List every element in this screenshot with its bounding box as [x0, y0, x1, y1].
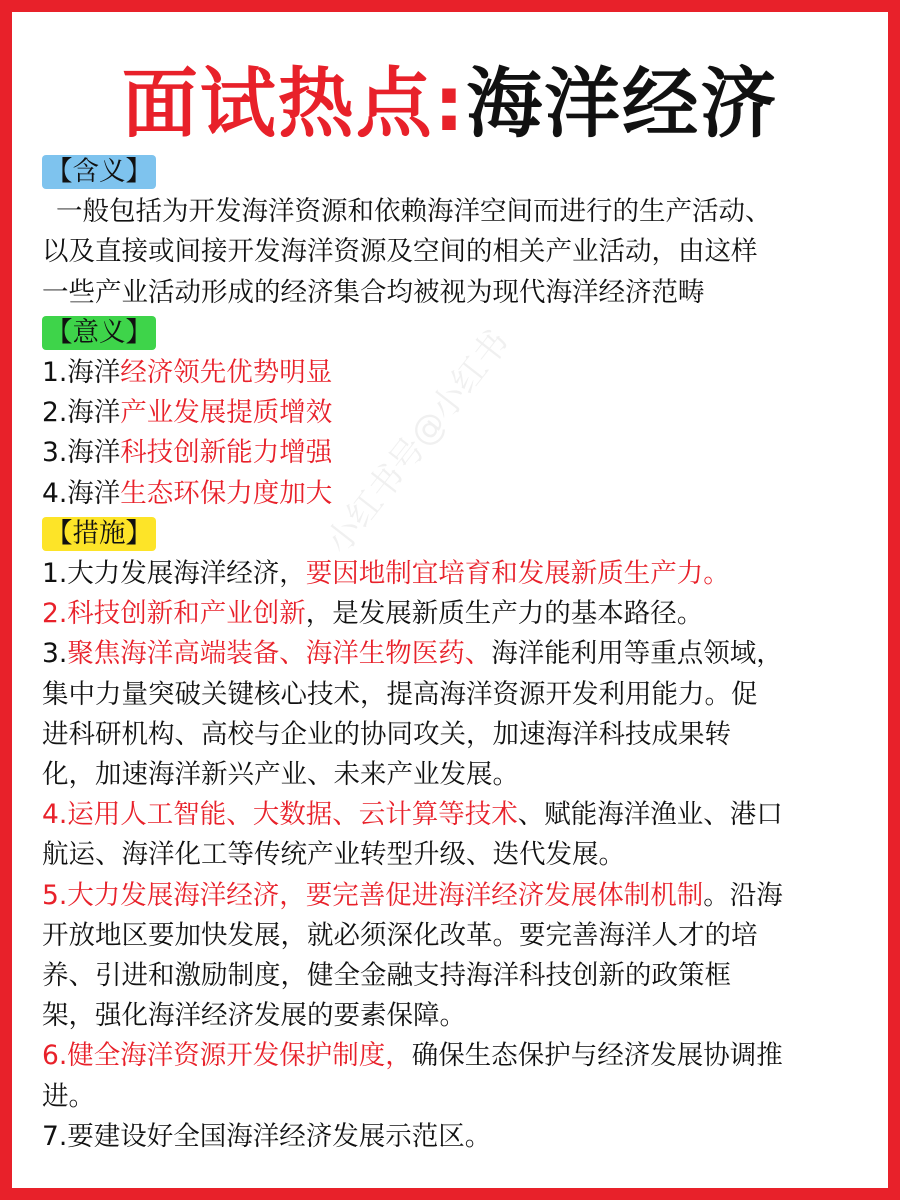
measure-6-line-2: 进。	[42, 1080, 95, 1112]
watermark: 小红书号@小红书	[318, 322, 518, 562]
measure-4	[42, 795, 892, 835]
significance-item-1-highlight: 经济领先优势明显	[120, 357, 333, 389]
page-title	[12, 56, 888, 152]
measure-5-line-4: 架，强化海洋经济发展的要素保障。	[42, 1000, 466, 1032]
measure-6-highlight: 健全海洋资源开发保护制度，	[67, 1040, 412, 1072]
measure-5	[42, 876, 892, 916]
significance-item-2	[42, 393, 892, 433]
measure-5-highlight: 大力发展海洋经济，要完善促进海洋经济发展体制机制	[67, 879, 704, 911]
significance-item-2-prefix: 2.海洋	[42, 397, 121, 429]
measure-3-text: 海洋能利用等重点领域，	[491, 638, 783, 670]
measure-6-number: 6.	[42, 1040, 68, 1072]
measure-1-highlight: 要因地制宜培育和发展新质生产力。	[305, 558, 730, 590]
measure-3-line-3: 进科研机构、高校与企业的协同攻关，加速海洋科技成果转	[42, 718, 731, 750]
meaning-line-1: 一般包括为开发海洋资源和依赖海洋空间而进行的生产活动、	[56, 196, 772, 228]
measure-4-highlight: 运用人工智能、大数据、云计算等技术	[67, 799, 518, 831]
section-label-measures: 【措施】	[42, 517, 156, 551]
measure-4-text: 、赋能海洋渔业、港口	[517, 799, 783, 831]
measure-5-number: 5.	[42, 879, 68, 911]
significance-item-1	[42, 353, 892, 393]
article-body	[42, 152, 892, 1157]
significance-item-4-highlight: 生态环保力度加大	[120, 477, 333, 509]
measure-5-line-2: 开放地区要加快发展，就必须深化改革。要完善海洋人才的培	[42, 919, 758, 951]
measure-2-number: 2.	[42, 598, 68, 630]
title-part1: 面试热点	[121, 59, 434, 148]
measure-3-number: 3.	[42, 638, 68, 670]
measure-5-line-3: 养、引进和激励制度，健全金融支持海洋科技创新的政策框	[42, 960, 731, 992]
measure-3-line-4: 化，加速海洋新兴产业、未来产业发展。	[42, 759, 519, 791]
measure-3-highlight: 聚焦海洋高端装备、海洋生物医药、	[67, 638, 492, 670]
significance-item-2-highlight: 产业发展提质增效	[120, 397, 333, 429]
section-label-meaning: 【含义】	[42, 155, 156, 189]
measure-4-line-2: 航运、海洋化工等传统产业转型升级、迭代发展。	[42, 839, 625, 871]
measure-3-line-2: 集中力量突破关键核心技术，提高海洋资源开发利用能力。促	[42, 678, 758, 710]
measure-1-text: 1.大力发展海洋经济，	[42, 558, 306, 590]
significance-item-3-highlight: 科技创新能力增强	[120, 437, 333, 469]
significance-item-4	[42, 474, 892, 514]
measure-2	[42, 594, 892, 634]
meaning-line-2: 以及直接或间接开发海洋资源及空间的相关产业活动，由这样	[42, 236, 758, 268]
measure-7: 7.要建设好全国海洋经济发展示范区。	[42, 1120, 492, 1152]
title-part2: 海洋经济	[466, 59, 779, 148]
measure-2-text: ，是发展新质生产力的基本路径。	[305, 598, 704, 630]
significance-item-3	[42, 433, 892, 473]
measure-2-highlight: 科技创新和产业创新	[67, 598, 306, 630]
measure-3	[42, 634, 892, 674]
measure-5-text: 。沿海	[703, 879, 783, 911]
meaning-line-3: 一些产业活动形成的经济集合均被视为现代海洋经济范畴	[42, 276, 705, 308]
significance-item-4-prefix: 4.海洋	[42, 477, 121, 509]
measure-1	[42, 554, 892, 594]
significance-item-3-prefix: 3.海洋	[42, 437, 121, 469]
measure-6	[42, 1036, 892, 1076]
measure-6-text: 确保生态保护与经济发展协调推	[411, 1040, 783, 1072]
section-label-significance: 【意义】	[42, 316, 156, 350]
title-colon: :	[433, 59, 467, 148]
measure-4-number: 4.	[42, 799, 68, 831]
significance-item-1-prefix: 1.海洋	[42, 357, 121, 389]
